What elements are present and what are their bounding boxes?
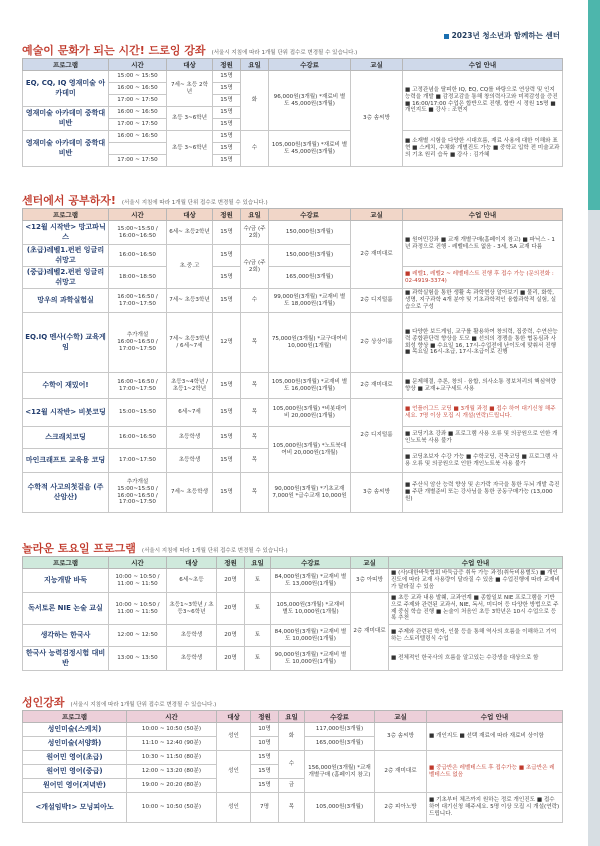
adult-table: 프로그램 시간 대상 정원 요일 수강료 교실 수업 안내 성인미술(스케치) 10:00 ~ 10:50 (50분) 성인 10명 화 117,000원(3개월) 3층 솜씨방 ■ 개인지도 ■ 선택 재료에 따라 재료비 상이함 성인미술(서양화) 11:10 ~ 12:40 (90분) 10명 165,000원(3개월) 원어민 영어(초급) 10:30 ~ 11:50 (80분) 성인 15명 수 156,000원(3개월) *교재개별구매 (홈페이지 참고) 2층 재미대로 ■ 중급반은 레벨테스트 후 접수가능 ■ 초급반은 레벨테스트 없음 원어민 영어(중급) 12:00 ~ 13:20 (80분) 15명 원어민 영어(저녁반) 19:00 ~ 20:20 (80분) 15명 금 <개설임박!> 모닝피아노 10:00 ~ 10:50 (50분) 성인 7명 목 105,000원(3개월) 2층 피아노방 ■ 기초부터 체즈까지 원하는 정로 개인진도 ■ 접수하여 대기신청 해주세요. 5명 이상 모집 시 개설(연락)드립니다. (22, 710, 563, 823)
section-note: (서울시 지침에 따라 1개월 단위 접수로 변경될 수 있습니다.) (141, 548, 288, 554)
header-tag: 2023년 청소년과 함께하는 센터 (0, 30, 560, 41)
program-name: 수학이 재밌어! (23, 373, 109, 399)
right-side-strip (588, 0, 600, 846)
program-name: 원어민 영어(초급) (23, 751, 127, 765)
section-title: 예술이 문화가 되는 시간! 드로잉 강좌 (22, 44, 206, 57)
program-name: 지능개발 바둑 (23, 569, 109, 593)
program-name: 한국사 능력검정시험 대비반 (23, 647, 109, 671)
program-name: 독서토론 NIE 논술 교실 (23, 593, 109, 625)
program-name: 성인미술(서양화) (23, 737, 127, 751)
section-title: 센터에서 공부하자! (22, 194, 116, 207)
program-name: (중급)레벨2.펀펀 잉글리쉬망고 (23, 267, 109, 289)
program-name: 생각하는 한국사 (23, 625, 109, 647)
program-name: 영재미술 아카데미 중학대비반 (23, 131, 109, 167)
section-title: 성인강좌 (22, 696, 65, 709)
program-name: <개설임박!> 모닝피아노 (23, 793, 127, 823)
section-adult (22, 694, 562, 823)
section-study (22, 192, 562, 513)
square-bullet-icon (444, 34, 449, 39)
drawing-table: 프로그램 시간 대상 정원 요일 수강료 교실 수업 안내 EQ, CQ, IQ 영재미술 아카데미 15:00 ~ 15:50 7세~ 초등 2학년 15명 화 96,000원(3개월) *재료비 별도 45,000원(3개월) 3층 솜씨방 ■ 고정관념을 탈피한 IQ, EQ, CQ를 바탕으로 연상력 및 인지능력을 개발 ■ 감정교감을 통해 창의력사고와 미적감성을 증진 ■ 16:00/17:00 수업은 합반으로 진행, 합반 시 정원 15명 ■ 개인지도 ■ 강사 : 조현지 16:00 ~ 16:50 15명 17:00 ~ 17:50 15명 영재미술 아카데미 중학대비반 16:00 ~ 16:50 초등 3~6학년 15명 17:00 ~ 17:50 15명 영재미술 아카데미 중학대비반 16:00 ~ 16:50 초등 3~6학년 15명 수 105,000원(3개월) *재료비 별도 45,000원(3개월) ■ 소재별 시험을 다양한 시대흐름, 재료 사용에 대한 이해와 표현 ■ 스케치, 수채화 개별진도 가능 ■ 중학교 입학 전 미술교과의 기초 원리 습득 ■ 강사 : 김가혜 15명 17:00 ~ 17:50 15명 (22, 58, 563, 167)
section-note: (서울시 지침에 따라 1개월 단위 접수로 변경될 수 있습니다.) (121, 200, 268, 206)
program-name: 원어민 영어(중급) (23, 765, 127, 779)
program-name: 영재미술 아카데미 중학대비반 (23, 107, 109, 131)
program-name: 성인미술(스케치) (23, 723, 127, 737)
program-name: 마인크래프트 교육용 코딩 (23, 449, 109, 473)
program-name: 수학적 사고의첫걸음 (주산암산) (23, 473, 109, 513)
program-name: 스크래치코딩 (23, 427, 109, 449)
program-name: <12월 시작반> 망고파닉스 (23, 221, 109, 245)
section-note: (서울시 지침에 따라 1개월 단위 접수로 변경될 수 있습니다.) (211, 50, 358, 56)
section-note: (서울시 지침에 따라 1개월 단위 접수로 변경될 수 있습니다.) (70, 702, 217, 708)
program-name: EQ, CQ, IQ 영재미술 아카데미 (23, 71, 109, 107)
saturday-table: 프로그램 시간 대상 정원 요일 수강료 교실 수업 안내 지능개발 바둑 10:00 ~ 10:50 / 11:00 ~ 11:50 6세~초등 20명 토 84,000원(3개월) *교재비 별도 13,000원(1개월) 3층 아띠방 ■ (사)대한바둑협회 바둑급증 취득 가능 과정(취득비용별도) ■ 개인진도에 따라 교재 사용량이 달라질 수 있음 ■ 수업진행에 따라 교재비가 달라질 수 있음 독서토론 NIE 논술 교실 10:00 ~ 10:50 / 11:00 ~ 11:50 초등1~3학년 / 초등3~6학년 20명 토 105,000원(3개월) *교재비 별도 10,000원(1개월) 2층 재미대로 ■ 초등 교과 내용 발췌, 교과연계 ■ 종합일보 NIE 프로그램을 기반으로 주제와 관련된 교과서, NIE, 독서, 미디어 등 다양한 방법으로 주제 중심 학습 진행 ■ 논술이 처음인 초등 3학년은 10시 수업으로 등록 추천 생각하는 한국사 12:00 ~ 12:50 초등학생 20명 토 84,000원(3개월) *교재비 별도 10,000원(1개월) ■ 주제와 관련된 학자, 인물 등을 통해 역사의 흐름을 이해하고 기억하는 스토리텔링식 수업 한국사 능력검정시험 대비반 13:00 ~ 13:50 초등학생 20명 토 90,000원(3개월) *교재비 별도 10,000원(1개월) ■ 전체적인 한국사의 흐름을 알고있는 수강생을 대상으로 함 (22, 556, 563, 671)
section-title: 놀라운 토요일 프로그램 (22, 542, 136, 555)
program-name: 원어민 영어(저녁반) (23, 779, 127, 793)
program-name: <12월 시작반> 비봇코딩 (23, 399, 109, 427)
side-accent (588, 0, 600, 210)
program-name: EQ.IQ 멘사(수학) 교육게임 (23, 313, 109, 373)
section-saturday (22, 540, 562, 671)
section-drawing (22, 42, 562, 167)
program-name: 망우의 과학실험실 (23, 289, 109, 313)
program-name: (초급)레벨1.펀펀 잉글리쉬망고 (23, 245, 109, 267)
study-table: 프로그램 시간 대상 정원 요일 수강료 교실 수업 안내 <12월 시작반> 망고파닉스 15:00~15:50 / 16:00~16:50 6세~ 초등2학년 15명 수/금 (주2회) 150,000원(3개월) 2층 재미대로 ■ 원어민강좌 ■ 교재 개별구매(홈페이지 참고) ■ 파닉스 - 1년 과정으로 진행 - 레벨테스트 없음 - 3세, 5A 교재 다름 (초급)레벨1.펀펀 잉글리쉬망고 16:00~16:50 초.중.고 15명 수/금 (주2회) 150,000원(3개월) (중급)레벨2.펀펀 잉글리쉬망고 18:00~18:50 15명 165,000원(3개월) ■ 레벨1, 레벨2 ~ 레벨테스트 진행 후 접수 가능 (문의전화 : 02-4919-3374) 망우의 과학실험실 16:00~16:50 / 17:00~17:50 7세~ 초등3학년 15명 수 99,000원(3개월) *교재비 별도 18,000원(1개월) 2층 디지털룸 ■ 과학실험을 통한 생활 속 과학현상 알아보기 ■ 물리, 화학, 생명, 지구과학 4개 분야 및 기초과학적인 융합과학적 실험, 실습으로 구성 EQ.IQ 멘사(수학) 교육게임 추가개설 16:00~16:50 / 17:00~17:50 7세~ 초등3학년 / 6세~7세 12명 목 75,000원(3개월) *교구대여비 10,000원(1개월) 2층 상상이룸 ■ 다양한 보드게임, 교구를 활용하여 창의력, 집중력, 수연산능력 종합판단력 향상을 도모 ■ 선의의 경쟁을 통한 협동심과 사회성 향상 ■ 수요일 16, 17시-수업전에 난이도에 맞춰서 진행 ■ 목요일 16시-초급, 17시-초급이로 진행 수학이 재밌어! 16:00~16:50 / 17:00~17:50 초등3~4학년 / 초등1~2학년 15명 목 105,000원(3개월) *교재비 별도 16,000원(1개월) 2층 재미대로 ■ 문제해결, 추론, 창의 · 융합, 의사소통 정보처리의 핵심역량 향상 ■ 교재+교구세트 사용 <12월 시작반> 비봇코딩 15:00~15:50 6세~7세 15명 목 105,000원(3개월) *비봇대여비 20,000원(1개월) 2층 디지털룸 ■ 언플러그드 코딩 ■ 3개월 과정 ■ 접수 하여 대기신청 해주세요. 7명 이상 모집 시 개설(연락)드립니다. 스크래치코딩 16:00~16:50 초등학생 15명 목 105,000원(3개월) *노트북대여비 20,000원(1개월) ■ 코딩기초 강좌 ■ 프로그램 사용 오류 및 의공원으로 인한 개인노트북 사용 불가 마인크래프트 교육용 코딩 17:00~17:50 초등학생 15명 목 ■ 코딩초보자 수강 가능 ■ 수학코딩, 건축코딩 ■ 프로그램 사용 오류 및 의공원으로 인한 개인노트북 사용 불가 수학적 사고의첫걸음 (주산암산) 추가개설 15:00~15:50 / 16:00~16:50 / 17:00~17:50 7세~ 초등학생 15명 목 90,000원(3개월) *기초교재 7,000원 *급수교재 10,000원 3층 솜씨방 ■ 주산식 암산 능력 향상 및 손가락 자극을 통한 두뇌 개발 촉진 ■ 주판 개별준비 또는 강사님을 통한 공동구매가능 (13,000원) (22, 208, 563, 513)
